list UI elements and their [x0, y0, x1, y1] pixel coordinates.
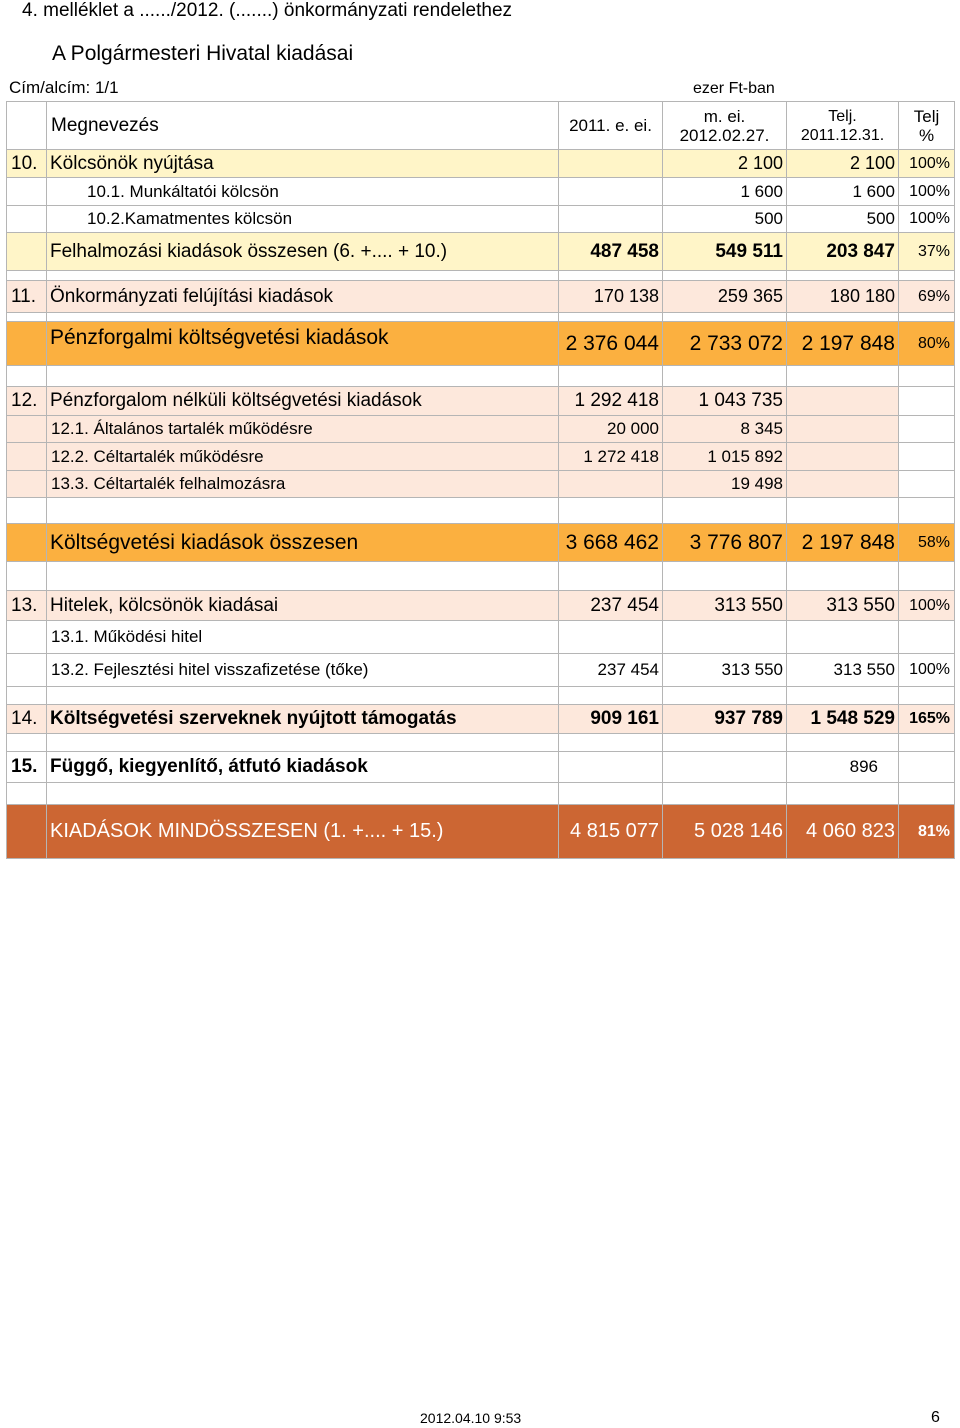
spacer-row — [7, 562, 955, 591]
row-value-fulfilment: 1 600 — [787, 178, 899, 206]
row-value-fulfilment: 4 060 823 — [787, 805, 899, 859]
row-value-pct — [899, 621, 955, 654]
header-col-2011-planned-label: 2011. e. ei. — [569, 116, 652, 135]
row-value-modified: 313 550 — [663, 654, 787, 687]
row-value-pct: 37% — [899, 233, 955, 271]
unit-label: ezer Ft-ban — [693, 80, 775, 97]
table-row — [7, 322, 955, 366]
row-number: 15. — [7, 752, 47, 783]
row-number — [7, 621, 47, 654]
row-value-modified: 2 733 072 — [663, 322, 787, 366]
row-name: 13.3. Céltartalék felhalmozásra — [47, 471, 559, 498]
row-value-pct: 100% — [899, 206, 955, 233]
row-name: KIADÁSOK MINDÖSSZESEN (1. +.... + 15.) — [47, 805, 559, 859]
row-value-2011: 1 292 418 — [559, 387, 663, 416]
row-value-fulfilment: 180 180 — [787, 281, 899, 313]
row-value-pct: 100% — [899, 150, 955, 178]
header-col-fulfilment-line2: 2011.12.31. — [800, 126, 885, 144]
expenditure-table — [6, 101, 954, 859]
row-value-2011: 2 376 044 — [559, 322, 663, 366]
document-title: A Polgármesteri Hivatal kiadásai — [52, 42, 354, 65]
row-value-fulfilment — [787, 387, 899, 416]
row-value-pct — [899, 443, 955, 471]
row-value-pct: 58% — [899, 524, 955, 562]
row-value-fulfilment: 313 550 — [787, 591, 899, 621]
row-name: 12.2. Céltartalék működésre — [47, 443, 559, 471]
row-value-fulfilment: 2 197 848 — [787, 524, 899, 562]
header-col-fulfilment-line1: Telj. — [828, 107, 857, 125]
row-number: 13. — [7, 591, 47, 621]
row-value-fulfilment — [787, 471, 899, 498]
row-name: 10.2.Kamatmentes kölcsön — [47, 206, 559, 233]
row-number: 10. — [7, 150, 47, 178]
table-row — [7, 705, 955, 734]
row-value-fulfilment: 313 550 — [787, 654, 899, 687]
header-col-fulfilment-pct — [899, 102, 955, 150]
row-value-fulfilment — [787, 621, 899, 654]
row-value-2011 — [559, 150, 663, 178]
header-col-modified-plan-line1: m. ei. — [703, 106, 746, 126]
row-value-pct — [899, 416, 955, 443]
row-value-2011 — [559, 621, 663, 654]
spacer-row — [7, 687, 955, 705]
spacer-row — [7, 498, 955, 524]
row-number — [7, 654, 47, 687]
row-number — [7, 206, 47, 233]
row-value-2011: 3 668 462 — [559, 524, 663, 562]
row-name: Kölcsönök nyújtása — [47, 150, 559, 178]
row-name: Pénzforgalmi költségvetési kiadások — [47, 322, 559, 366]
row-value-pct — [899, 752, 955, 783]
row-name: 12.1. Általános tartalék működésre — [47, 416, 559, 443]
row-value-fulfilment — [787, 416, 899, 443]
table-row — [7, 150, 955, 178]
header-col-fulfilment-pct-line2: % — [918, 125, 935, 145]
row-name: Önkormányzati felújítási kiadások — [47, 281, 559, 313]
row-value-modified: 3 776 807 — [663, 524, 787, 562]
row-value-pct: 80% — [899, 322, 955, 366]
row-number: 14. — [7, 705, 47, 734]
row-value-2011: 4 815 077 — [559, 805, 663, 859]
row-value-fulfilment: 500 — [787, 206, 899, 233]
row-value-pct — [899, 471, 955, 498]
row-value-pct: 100% — [899, 178, 955, 206]
spacer-row — [7, 271, 955, 281]
row-number — [7, 443, 47, 471]
row-value-2011: 170 138 — [559, 281, 663, 313]
spacer-row — [7, 783, 955, 805]
row-number: 11. — [7, 281, 47, 313]
row-name: Hitelek, kölcsönök kiadásai — [47, 591, 559, 621]
header-col-modified-plan — [663, 102, 787, 150]
row-value-2011: 20 000 — [559, 416, 663, 443]
table-row-grand-total — [7, 805, 955, 859]
row-number — [7, 178, 47, 206]
cim-alcim-label: Cím/alcím: 1/1 — [9, 78, 119, 97]
table-row — [7, 524, 955, 562]
row-name: Költségvetési kiadások összesen — [47, 524, 559, 562]
row-value-fulfilment: 896 — [787, 752, 899, 783]
row-value-modified: 1 015 892 — [663, 443, 787, 471]
table-header-row — [7, 102, 955, 150]
row-value-modified: 549 511 — [663, 233, 787, 271]
row-name: 13.2. Fejlesztési hitel visszafizetése (tőke) — [47, 654, 559, 687]
row-name: Pénzforgalom nélküli költségvetési kiadások — [47, 387, 559, 416]
row-value-modified: 313 550 — [663, 591, 787, 621]
row-value-modified: 500 — [663, 206, 787, 233]
table-row — [7, 387, 955, 416]
table-row — [7, 206, 955, 233]
spacer-row — [7, 313, 955, 322]
row-number — [7, 416, 47, 443]
row-name: 13.1. Működési hitel — [47, 621, 559, 654]
row-value-modified: 937 789 — [663, 705, 787, 734]
row-value-modified — [663, 752, 787, 783]
row-value-pct — [899, 387, 955, 416]
table-row — [7, 443, 955, 471]
table-row — [7, 281, 955, 313]
table-row — [7, 591, 955, 621]
header-col-modified-plan-line2: 2012.02.27. — [679, 125, 770, 145]
row-number: 12. — [7, 387, 47, 416]
row-value-pct: 100% — [899, 654, 955, 687]
row-value-modified: 8 345 — [663, 416, 787, 443]
row-value-fulfilment: 2 100 — [787, 150, 899, 178]
document-header-line: 4. melléklet a ....../2012. (.......) önkormányzati rendelethez — [22, 0, 513, 21]
row-value-pct: 69% — [899, 281, 955, 313]
table-row — [7, 752, 955, 783]
row-value-2011 — [559, 752, 663, 783]
row-value-modified: 5 028 146 — [663, 805, 787, 859]
row-value-2011: 237 454 — [559, 654, 663, 687]
row-number — [7, 524, 47, 562]
row-value-2011: 909 161 — [559, 705, 663, 734]
row-name: Függő, kiegyenlítő, átfutó kiadások — [47, 752, 559, 783]
row-value-modified — [663, 621, 787, 654]
row-value-pct: 81% — [899, 805, 955, 859]
row-value-fulfilment: 1 548 529 — [787, 705, 899, 734]
row-value-2011: 487 458 — [559, 233, 663, 271]
table-row — [7, 178, 955, 206]
row-value-modified: 2 100 — [663, 150, 787, 178]
row-value-pct: 165% — [899, 705, 955, 734]
row-number — [7, 233, 47, 271]
table-row — [7, 621, 955, 654]
footer-date: 2012.04.10 9:53 — [420, 1410, 522, 1426]
row-value-2011 — [559, 206, 663, 233]
footer-page-number: 6 — [931, 1409, 940, 1426]
row-number — [7, 471, 47, 498]
row-value-modified: 19 498 — [663, 471, 787, 498]
table-row — [7, 471, 955, 498]
row-number — [7, 322, 47, 366]
row-value-fulfilment: 2 197 848 — [787, 322, 899, 366]
table-row — [7, 233, 955, 271]
row-name: Költségvetési szerveknek nyújtott támogatás — [47, 705, 559, 734]
header-col-fulfilment-pct-line1: Telj — [913, 106, 940, 126]
row-name: Felhalmozási kiadások összesen (6. +.... + 10.) — [47, 233, 559, 271]
table-row — [7, 654, 955, 687]
row-value-modified: 1 043 735 — [663, 387, 787, 416]
row-value-modified: 1 600 — [663, 178, 787, 206]
row-value-2011: 237 454 — [559, 591, 663, 621]
row-value-pct: 100% — [899, 591, 955, 621]
row-name: 10.1. Munkáltatói kölcsön — [47, 178, 559, 206]
header-name: Megnevezés — [47, 102, 559, 150]
row-value-fulfilment — [787, 443, 899, 471]
row-value-fulfilment: 203 847 — [787, 233, 899, 271]
table-row — [7, 416, 955, 443]
row-value-modified: 259 365 — [663, 281, 787, 313]
row-value-2011: 1 272 418 — [559, 443, 663, 471]
header-col-2011-planned — [559, 102, 663, 150]
header-col-fulfilment — [787, 102, 899, 150]
header-number-cell — [7, 102, 47, 150]
spacer-row — [7, 366, 955, 387]
row-value-2011 — [559, 178, 663, 206]
row-number — [7, 805, 47, 859]
spacer-row — [7, 734, 955, 752]
row-value-2011 — [559, 471, 663, 498]
